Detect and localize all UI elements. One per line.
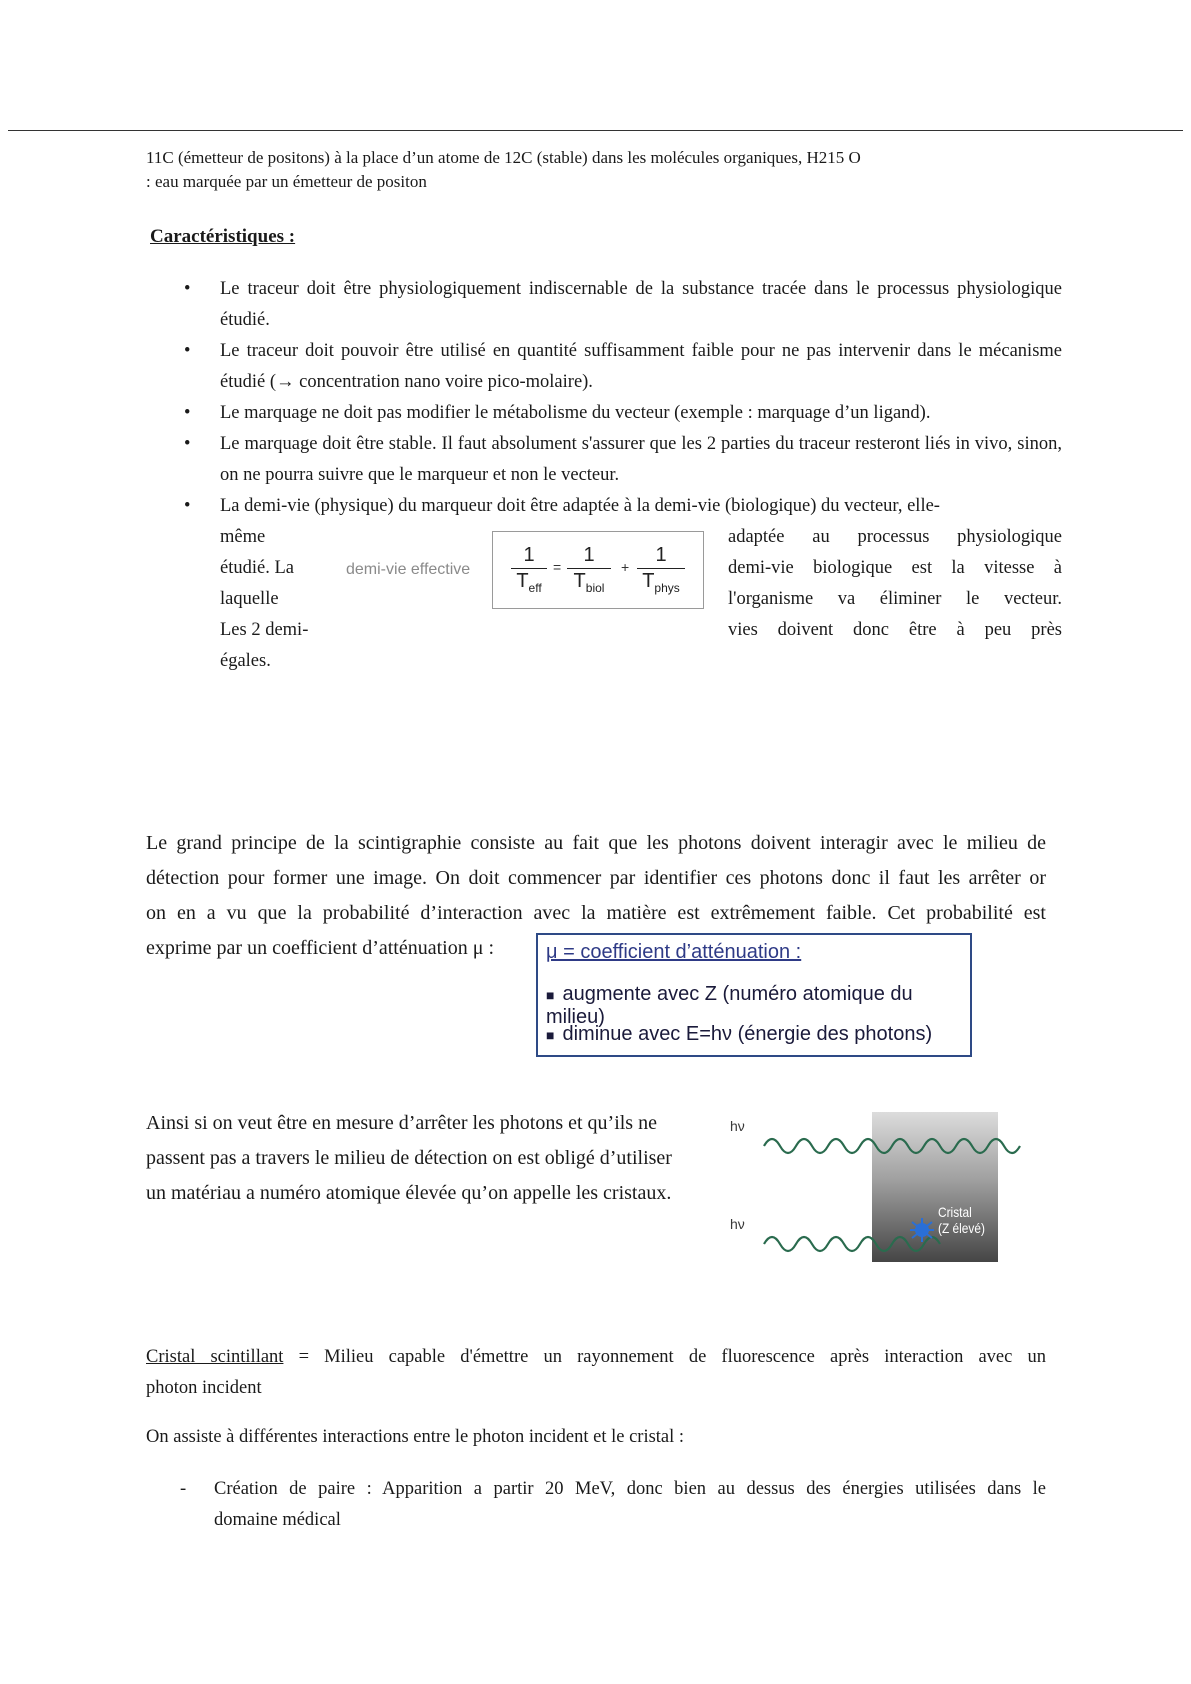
crystal-label: Cristal (Z élevé) (938, 1204, 985, 1236)
bullet-icon: • (184, 341, 191, 361)
fraction-biol: 1 $T_{biol}$ (567, 544, 611, 599)
fraction-phys: 1 $T_{phys}$ (637, 544, 685, 599)
crystal-photon-figure (728, 1112, 1038, 1264)
bullet-icon: • (184, 496, 191, 516)
scintillator-term: Cristal scintillant (146, 1347, 284, 1367)
list-item: • Le marquage doit être stable. Il faut absolument s'assurer que les 2 parties du traceur resteront liés in vivo, sinon, on ne pourra suivre que le marqueur et non le vecteur. (220, 429, 1062, 491)
effective-half-life-label: demi-vie effective (346, 561, 471, 578)
intro-text (146, 146, 1046, 194)
crystal-block (872, 1112, 998, 1262)
hv-label-top: hν (730, 1118, 745, 1134)
characteristics-heading: Caractéristiques : (150, 226, 296, 247)
bullet-icon: • (184, 403, 191, 423)
bullet-icon: ■ (546, 1027, 555, 1043)
hv-label-bottom: hν (730, 1216, 745, 1232)
list-item: • Le marquage ne doit pas modifier le métabolisme du vecteur (exemple : marquage d’un ligand). (220, 398, 1062, 429)
half-life-right-text: adaptée au processus physiologique demi-vie biologique est la vitesse à l'organisme va éliminer le vecteur. vies doivent donc être à peu près (728, 527, 1062, 640)
attenuation-coefficient-box (536, 933, 972, 1057)
crystal-stop-paragraph: Ainsi si on veut être en mesure d’arrêter les photons et qu’ils ne passent pas a travers le milieu de détection on est obligé d’utiliser un matériau a numéro atomique élevée qu’on appelle les cristaux. (146, 1112, 672, 1204)
effective-half-life-formula: 1 $T_{eff}$ = 1 $T_{biol}$ + 1 $T_{phys}$ (492, 531, 704, 609)
list-item: ■ diminue avec E=hν (énergie des photons) (546, 1023, 933, 1045)
half-life-left-text: même étudié. La laquelle Les 2 demi- égales. (220, 527, 309, 671)
intro-line-1: 11C (émetteur de positons) à la place d’un atome de 12C (stable) dans les molécules organiques, H215 O (146, 148, 861, 167)
pair-creation-item: - Création de paire : Apparition a partir 20 MeV, donc bien au dessus des énergies utilisées dans le domaine médical (180, 1474, 1046, 1536)
list-item: • Le traceur doit pouvoir être utilisé en quantité suffisamment faible pour ne pas intervenir dans le mécanisme étudié (→ concentration nano voire pico-molaire). (220, 336, 1062, 398)
list-item: • La demi-vie (physique) du marqueur doit être adaptée à la demi-vie (biologique) du vecteur, elle- (220, 491, 1062, 522)
crystal-diagram (728, 1112, 1038, 1264)
interactions-intro: On assiste à différentes interactions entre le photon incident et le cristal : (146, 1427, 685, 1447)
scintillator-definition: Cristal scintillant = Milieu capable d'émettre un rayonnement de fluorescence après interaction avec un photon incident (146, 1347, 1046, 1398)
page-top-rule (8, 130, 1183, 131)
attenuation-box-title: μ = coefficient d’atténuation : (546, 941, 802, 963)
bullet-icon: ■ (546, 987, 555, 1003)
bullet-icon: • (184, 279, 191, 299)
list-item: ■ augmente avec Z (numéro atomique du milieu) (546, 983, 913, 1028)
list-item: • Le traceur doit être physiologiquement indiscernable de la substance tracée dans le processus physiologique étudié. (220, 274, 1062, 336)
intro-line-2: : eau marquée par un émetteur de positon (146, 172, 427, 191)
characteristics-list (184, 274, 1062, 522)
fraction-eff: 1 $T_{eff}$ (511, 544, 547, 599)
dash-bullet: - (180, 1479, 187, 1499)
bullet-icon: • (184, 434, 191, 454)
scintigraphy-paragraph: Le grand principe de la scintigraphie consiste au fait que les photons doivent interagir avec le milieu de détection pour former une image. On doit commencer par identifier ces photons donc il faut les arrêter or on en a vu que la probabilité d’interaction avec la matière est extrêmement faible. Cet probabilité est (146, 832, 1046, 924)
scintigraphy-last-line: exprime par un coefficient d’atténuation μ : (146, 937, 494, 959)
